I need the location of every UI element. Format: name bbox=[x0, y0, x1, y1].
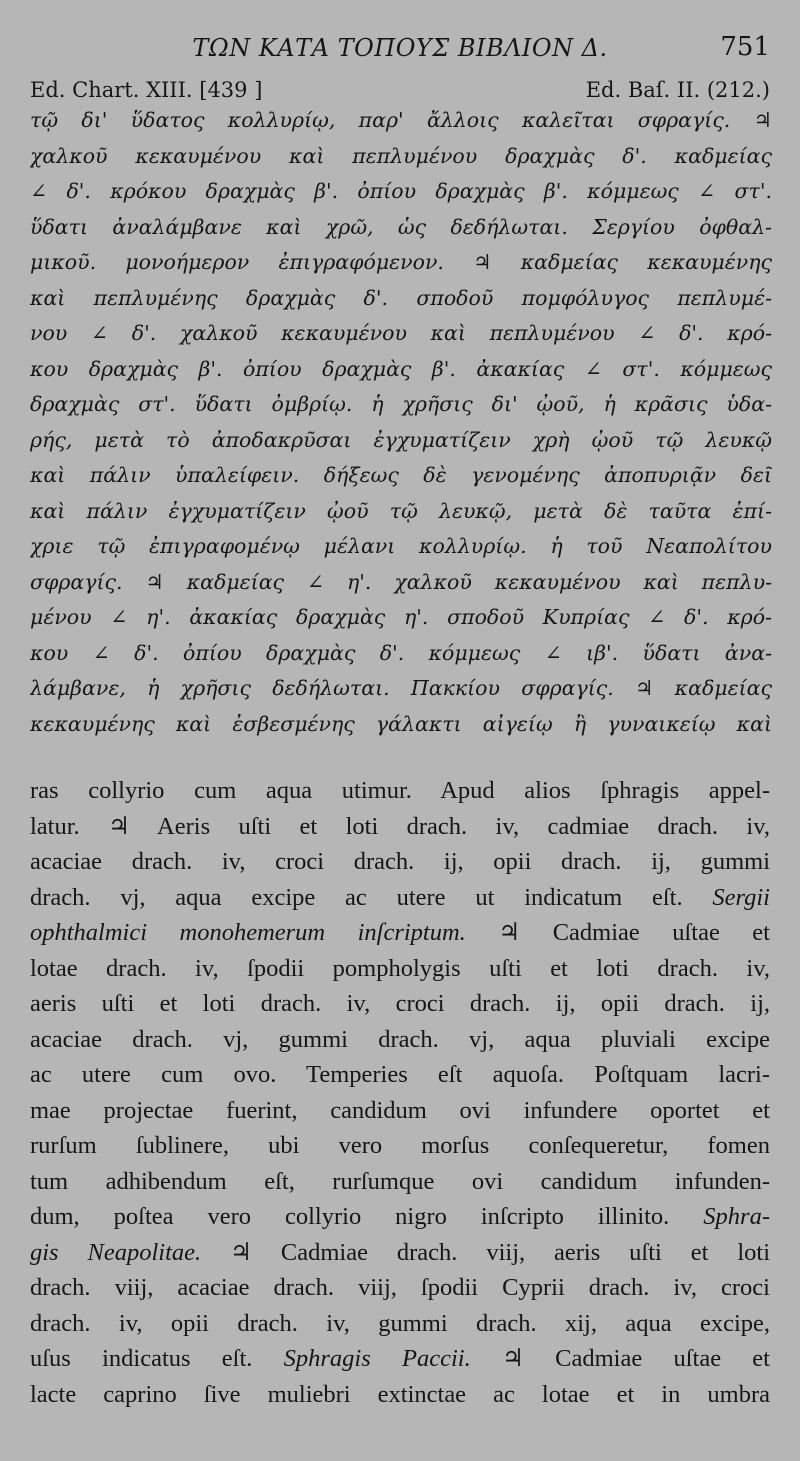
latin-line bbox=[30, 1057, 770, 1093]
latin-line bbox=[30, 809, 770, 845]
running-head bbox=[30, 30, 770, 70]
latin-line bbox=[30, 1306, 770, 1342]
text-segment: acaciae drach. vj, gummi drach. vj, aqua pluviali excipe bbox=[30, 1025, 770, 1053]
latin-line bbox=[30, 915, 770, 951]
latin-line bbox=[30, 1128, 770, 1164]
text-segment: ♃ Cadmiae uſtae et bbox=[465, 919, 770, 946]
greek-line: σφραγίς. ♃ καδμείας ∠ η'. χαλκοῦ κεκαυμένου καὶ πεπλυ- bbox=[30, 569, 772, 594]
latin-line bbox=[30, 1235, 770, 1271]
greek-line: καὶ πάλιν ὑπαλείφειν. δήξεως δὲ γενομένης ἀποπυριᾷν δεῖ bbox=[30, 463, 772, 487]
latin-line bbox=[30, 1341, 770, 1377]
text-segment: dum, poſtea vero collyrio nigro inſcripto illinito. bbox=[30, 1203, 704, 1230]
text-segment: drach. vj, aqua excipe ac utere ut indicatum eſt. bbox=[30, 883, 713, 911]
italic-segment: gis Neapolitae. bbox=[30, 1238, 202, 1266]
text-segment: mae projectae fuerint, candidum ovi infundere oportet et bbox=[30, 1096, 770, 1124]
text-segment: acaciae drach. iv, croci drach. ij, opii drach. ij, gummi bbox=[30, 848, 770, 875]
running-head-title: ΤΩΝ ΚΑΤΑ ΤΟΠΟΥΣ ΒΙΒΛΙΟΝ Δ. bbox=[192, 34, 608, 62]
greek-line: ὕδατι ἀναλάμβανε καὶ χρῶ, ὡς δεδήλωται. Σεργίου ὀφθαλ- bbox=[30, 214, 772, 239]
latin-line bbox=[30, 1022, 770, 1058]
greek-line: δραχμὰς στ'. ὕδατι ὀμβρίῳ. ἡ χρῆσις δι' ᾠοῦ, ἡ κρᾶσις ὑδα- bbox=[30, 392, 772, 416]
greek-line: χαλκοῦ κεκαυμένου καὶ πεπλυμένου δραχμὰς δ'. καδμείας bbox=[30, 143, 772, 168]
greek-text-block bbox=[30, 103, 772, 742]
text-segment: lacte caprino ſive muliebri extinctae ac lotae et in umbra bbox=[30, 1380, 770, 1408]
italic-segment: Sphragis Paccii. bbox=[283, 1345, 471, 1372]
greek-line: καὶ πεπλυμένης δραχμὰς δ'. σποδοῦ πομφόλυγος πεπλυμέ- bbox=[30, 285, 772, 310]
greek-line: ρής, μετὰ τὸ ἀποδακρῦσαι ἐγχυματίζειν χρὴ ᾠοῦ τῷ λευκῷ bbox=[30, 427, 772, 452]
greek-line: νου ∠ δ'. χαλκοῦ κεκαυμένου καὶ πεπλυμένου ∠ δ'. κρό- bbox=[30, 321, 772, 345]
text-segment: latur. ♃ Aeris uſti et loti drach. iv, cadmiae drach. iv, bbox=[30, 812, 770, 840]
latin-line bbox=[30, 951, 770, 987]
latin-line bbox=[30, 880, 770, 916]
italic-segment: ophthalmici monohemerum inſcriptum. bbox=[30, 919, 466, 946]
latin-line bbox=[30, 773, 770, 809]
greek-line: κεκαυμένης καὶ ἐσβεσμένης γάλακτι αἰγείῳ ἢ γυναικείῳ καὶ bbox=[30, 711, 772, 736]
edition-basel: Ed. Baſ. II. (212.) bbox=[585, 78, 770, 102]
greek-line: μικοῦ. μονοήμερον ἐπιγραφόμενον. ♃ καδμείας κεκαυμένης bbox=[30, 250, 772, 274]
greek-line: κου δραχμὰς β'. ὀπίου δραχμὰς β'. ἀκακίας ∠ στ'. κόμμεως bbox=[30, 356, 772, 381]
latin-line bbox=[30, 1377, 770, 1413]
page-number: 751 bbox=[720, 32, 770, 62]
text-segment: lotae drach. iv, ſpodii pompholygis uſti et loti drach. iv, bbox=[30, 954, 770, 982]
text-segment: aeris uſti et loti drach. iv, croci drach. ij, opii drach. ij, bbox=[30, 990, 770, 1017]
text-segment: ♃ Cadmiae uſtae et bbox=[470, 1345, 770, 1372]
text-segment: ras collyrio cum aqua utimur. Apud alios ſphragis appel- bbox=[30, 777, 770, 804]
text-segment: drach. iv, opii drach. iv, gummi drach. xij, aqua excipe, bbox=[30, 1309, 770, 1337]
latin-text-block bbox=[30, 773, 770, 1412]
latin-line bbox=[30, 844, 770, 880]
greek-line: ∠ δ'. κρόκου δραχμὰς β'. ὀπίου δραχμὰς β'. κόμμεως ∠ στ'. bbox=[30, 179, 772, 203]
text-segment: uſus indicatus eſt. bbox=[30, 1345, 284, 1372]
text-segment: ac utere cum ovo. Temperies eſt aquoſa. Poſtquam lacri- bbox=[30, 1061, 770, 1088]
greek-line: λάμβανε, ἡ χρῆσις δεδήλωται. Παккίου σφραγίς. ♃ καδμείας bbox=[30, 676, 772, 700]
latin-line bbox=[30, 1199, 770, 1235]
latin-line bbox=[30, 1164, 770, 1200]
italic-segment: Sphra- bbox=[703, 1203, 770, 1230]
text-segment: rurſum ſublinere, ubi vero morſus conſequeretur, fomen bbox=[30, 1132, 770, 1159]
greek-line: κου ∠ δ'. ὀπίου δραχμὰς δ'. κόμμεως ∠ ιβ'. ὕδατι ἀνα- bbox=[30, 640, 772, 665]
latin-line bbox=[30, 1093, 770, 1129]
greek-line: χριε τῷ ἐπιγραφομένῳ μέλανι κολλυρίῳ. ἡ τοῦ Νεαπολίτου bbox=[30, 534, 772, 558]
greek-line: καὶ πάλιν ἐγχυματίζειν ᾠοῦ τῷ λευκῷ, μετὰ δὲ ταῦτα ἐπί- bbox=[30, 498, 772, 523]
text-segment: ♃ Cadmiae drach. viij, aeris uſti et loti bbox=[201, 1238, 770, 1266]
latin-line bbox=[30, 1270, 770, 1306]
italic-segment: Sergii bbox=[712, 883, 770, 911]
edition-chartier: Ed. Chart. XIII. [439 ] bbox=[30, 78, 263, 102]
greek-line: τῷ δι' ὕδατος κολλυρίῳ, παρ' ἄλλοις καλεῖται σφραγίς. ♃ bbox=[30, 108, 772, 132]
latin-line bbox=[30, 986, 770, 1022]
text-segment: tum adhibendum eſt, rurſumque ovi candidum infunden- bbox=[30, 1167, 770, 1195]
greek-line: μένου ∠ η'. ἀκακίας δραχμὰς η'. σποδοῦ Κυπρίας ∠ δ'. κρό- bbox=[30, 605, 772, 629]
text-segment: drach. viij, acaciae drach. viij, ſpodii Cyprii drach. iv, croci bbox=[30, 1274, 770, 1301]
